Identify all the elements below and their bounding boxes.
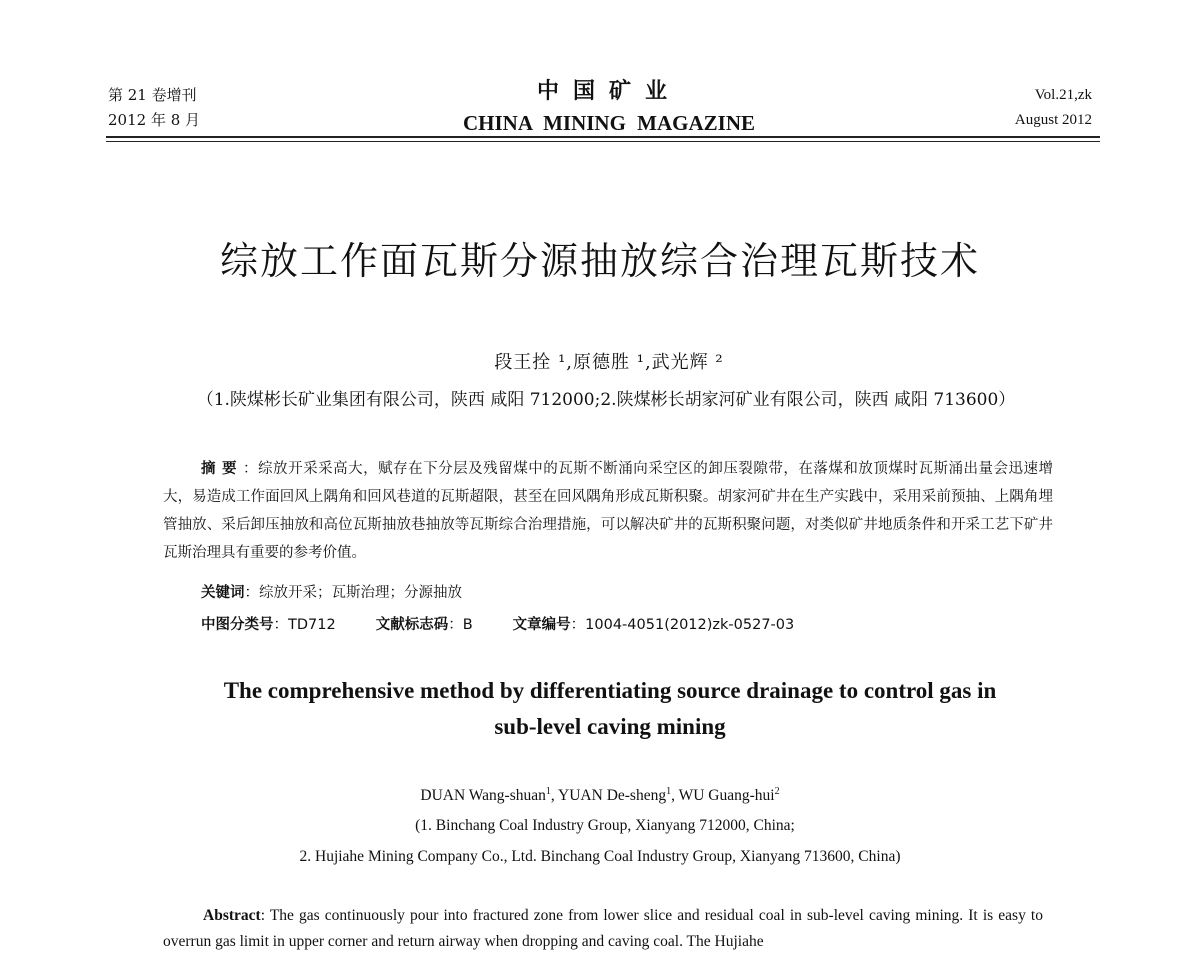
affiliation-en-2: 2. Hujiahe Mining Company Co., Ltd. Binchang Coal Industry Group, Xianyang 713600, China) <box>299 848 901 865</box>
authors-en <box>0 780 1200 808</box>
article-number-label: 文章编号 <box>512 617 571 633</box>
author-1-affil-mark: 1 <box>545 786 551 797</box>
keywords-label: 关键词 <box>201 585 245 601</box>
affiliation-en-1: (1. Binchang Coal Industry Group, Xianyang 712000, China; <box>415 817 795 834</box>
article-number-text: ：1004-4051(2012)zk-0527-03 <box>570 617 795 633</box>
journal-name-cn: 中国矿业 <box>536 79 681 104</box>
author-3-affil-mark: 2 <box>774 786 780 797</box>
abstract-cn <box>163 455 1053 567</box>
author-2-name: , YUAN De-sheng <box>550 787 667 805</box>
abstract-en <box>163 903 1043 955</box>
abstract-cn-separator: ： <box>243 461 259 477</box>
authors-cn: 段王拴 ¹,原德胜 ¹,武光辉 ² <box>494 352 724 373</box>
title-en-line-1: The comprehensive method by differentiating source drainage to control gas in <box>223 678 997 703</box>
header-right <box>1015 83 1092 133</box>
header-rule-thick <box>106 136 1100 138</box>
article-title-en <box>120 673 1100 745</box>
clc-label: 中图分类号 <box>201 617 274 633</box>
doc-code-label: 文献标志码 <box>375 617 449 633</box>
keywords-text: ：综放开采；瓦斯治理；分源抽放 <box>244 585 462 601</box>
classification-row <box>201 612 794 638</box>
doc-code-text: ：B <box>448 617 473 633</box>
affiliation-cn: （1.陕煤彬长矿业集团有限公司，陕西 咸阳 712000;2.陕煤彬长胡家河矿业有限公司，陕西 咸阳 713600） <box>196 390 1016 410</box>
abstract-en-text: : The gas continuously pour into fractured zone from lower slice and residual coal in sub-level caving mining. It is easy to overrun gas limit in upper corner and return airway when dropping and caving coal. The Hujiahe <box>163 907 1043 950</box>
header-date-en: August 2012 <box>1014 112 1092 128</box>
abstract-cn-paragraph <box>163 455 1053 567</box>
abstract-en-label: Abstract <box>203 907 261 924</box>
article-title-cn: 综放工作面瓦斯分源抽放综合治理瓦斯技术 <box>219 239 980 283</box>
header-date-cn: 2012 年 8 月 <box>108 111 201 129</box>
title-en-line-2: sub-level caving mining <box>494 714 726 739</box>
author-1-name: DUAN Wang-shuan <box>420 787 546 805</box>
keywords-cn <box>201 580 462 606</box>
clc-text: ：TD712 <box>273 617 336 633</box>
abstract-cn-text: 综放开采采高大，赋存在下分层及残留煤中的瓦斯不断涌向采空区的卸压裂隙带，在落煤和放顶煤时瓦斯涌出量会迅速增大，易造成工作面回风上隅角和回风巷道的瓦斯超限，甚至在回风隅角形成瓦斯积聚。胡家河矿井在生产实践中，采用采前预抽、上隅角埋管抽放、采后卸压抽放和高位瓦斯抽放巷抽放等瓦斯综合治理措施，可以解决矿井的瓦斯积聚问题，对类似矿井地质条件和开采工艺下矿井瓦斯治理具有重要的参考价值。 <box>163 461 1054 561</box>
abstract-en-paragraph <box>163 903 1043 955</box>
header-volume-en: Vol.21,zk <box>1034 87 1092 103</box>
author-2-affil-mark: 1 <box>666 786 672 797</box>
header-rule-thin <box>106 141 1100 142</box>
abstract-cn-label: 摘要 <box>201 461 244 477</box>
author-3-name: , WU Guang-hui <box>671 787 775 805</box>
journal-name-en: CHINA MINING MAGAZINE <box>462 111 755 135</box>
header-volume-cn: 第 21 卷增刊 <box>108 86 197 104</box>
